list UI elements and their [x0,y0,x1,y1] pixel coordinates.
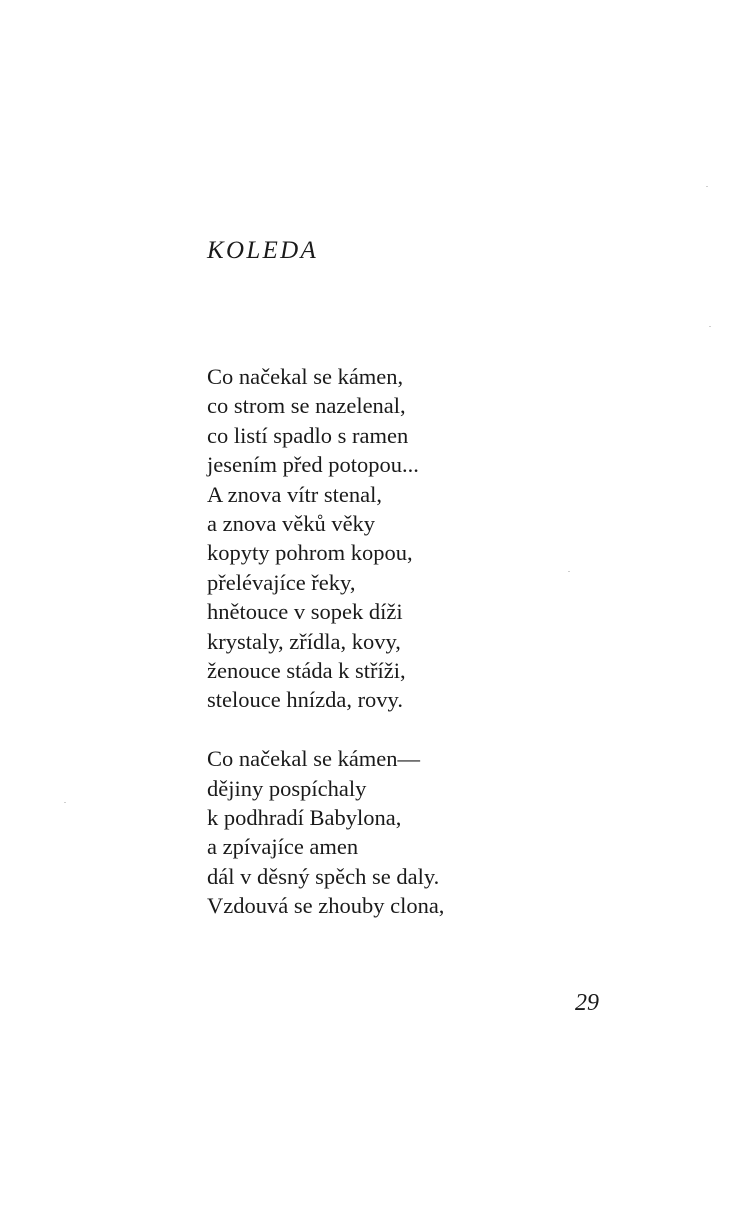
stanza [207,362,444,715]
poem-line: krystaly, zřídla, kovy, [207,628,401,654]
poem-line: co listí spadlo s ramen [207,422,409,448]
paper-speck [706,186,708,187]
poem-line: jesením před potopou... [207,452,419,478]
stanza [207,744,444,920]
poem-line: k podhradí Babylona, [207,805,402,831]
poem-line: Co načekal se kámen, [207,364,404,389]
poem-body [207,362,444,921]
paper-speck [709,326,711,327]
poem-line: A znova vítr stenal, [207,481,382,507]
paper-speck [64,802,66,803]
poem-line: přelévajíce řeky, [207,569,356,595]
poem-line: stelouce hnízda, rovy. [207,687,403,713]
poem-line: Vzdouvá se zhouby clona, [207,893,445,919]
poem-line: kopyty pohrom kopou, [207,540,413,566]
poem-line: ženouce stáda k stříži, [207,658,406,684]
page-number: 29 [575,990,599,1016]
poem-line: dál v děsný spěch se daly. [207,863,440,889]
paper-speck [568,571,570,572]
poem-line: dějiny pospíchaly [207,775,367,801]
poem-line: co strom se nazelenal, [207,393,406,419]
poem-line: a zpívajíce amen [207,834,359,860]
poem-line: a znova věků věky [207,511,376,537]
poem-line: hnětouce v sopek díži [207,599,403,625]
poem-line: Co načekal se kámen— [207,746,421,772]
poem-title: KOLEDA [207,237,319,264]
